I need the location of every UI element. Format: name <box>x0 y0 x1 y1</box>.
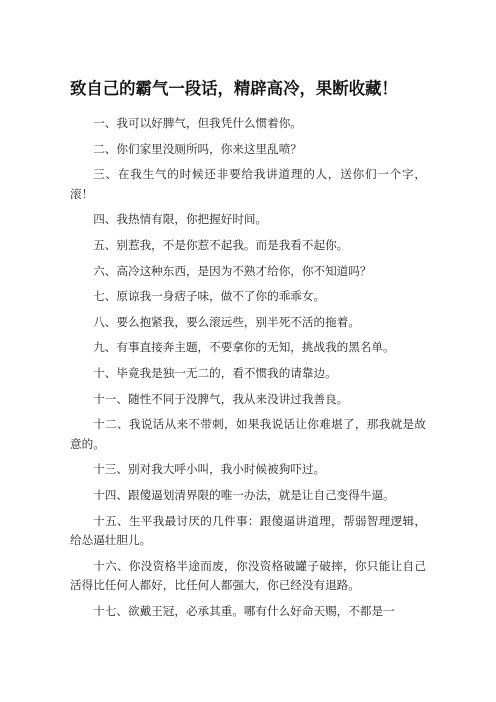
paragraph-8: 八、要么抱紧我，要么滚远些，别半死不活的拖着。 <box>93 314 360 329</box>
paragraph-6: 六、高冷这种东西，是因为不熟才给你，你不知道吗？ <box>93 263 372 278</box>
paragraph-13: 十三、别对我大呼小叫，我小时候被狗吓过。 <box>93 462 326 477</box>
paragraph-7: 七、原谅我一身痞子味，做不了你的乖乖女。 <box>93 289 326 304</box>
paragraph-5: 五、别惹我，不是你惹不起我。而是我看不起你。 <box>93 237 349 252</box>
paragraph-4: 四、我热情有限，你把握好时间。 <box>93 212 268 227</box>
document-title: 致自己的霸气一段话，精辟高冷，果断收藏！ <box>70 79 398 98</box>
paragraph-11: 十一、随性不同于没脾气，我从来没讲过我善良。 <box>93 391 349 406</box>
paragraph-16: 十六、你没资格半途而废，你没资格破罐子破摔，你只能让自己活得比任何人都好，比任何人都强大，你已经没有退路。 <box>70 558 426 593</box>
paragraph-3: 三、在我生气的时候还非要给我讲道理的人，送你们一个字，滚！ <box>70 167 426 201</box>
paragraph-9: 九、有事直接奔主题，不要拿你的无知，挑战我的黑名单。 <box>93 340 395 355</box>
document-body <box>70 114 426 627</box>
paragraph-10: 十、毕竟我是独一无二的，看不惯我的请靠边。 <box>93 365 337 380</box>
paragraph-12: 十二、我说话从来不带刺，如果我说话让你难堪了，那我就是故意的。 <box>70 417 426 451</box>
paragraph-1: 一、我可以好脾气，但我凭什么惯着你。 <box>93 116 302 130</box>
paragraph-2: 二、你们家里没厕所吗，你来这里乱喷？ <box>93 141 302 156</box>
paragraph-17: 十七、欲戴王冠，必承其重。哪有什么好命天赐，不都是一 <box>93 603 395 618</box>
paragraph-14: 十四、跟傻逼划清界限的唯一办法，就是让自己变得牛逼。 <box>93 487 395 502</box>
paragraph-15: 十五、生平我最讨厌的几件事：跟傻逼讲道理，帮弱智理逻辑，给怂逼壮胆儿。 <box>70 513 426 548</box>
